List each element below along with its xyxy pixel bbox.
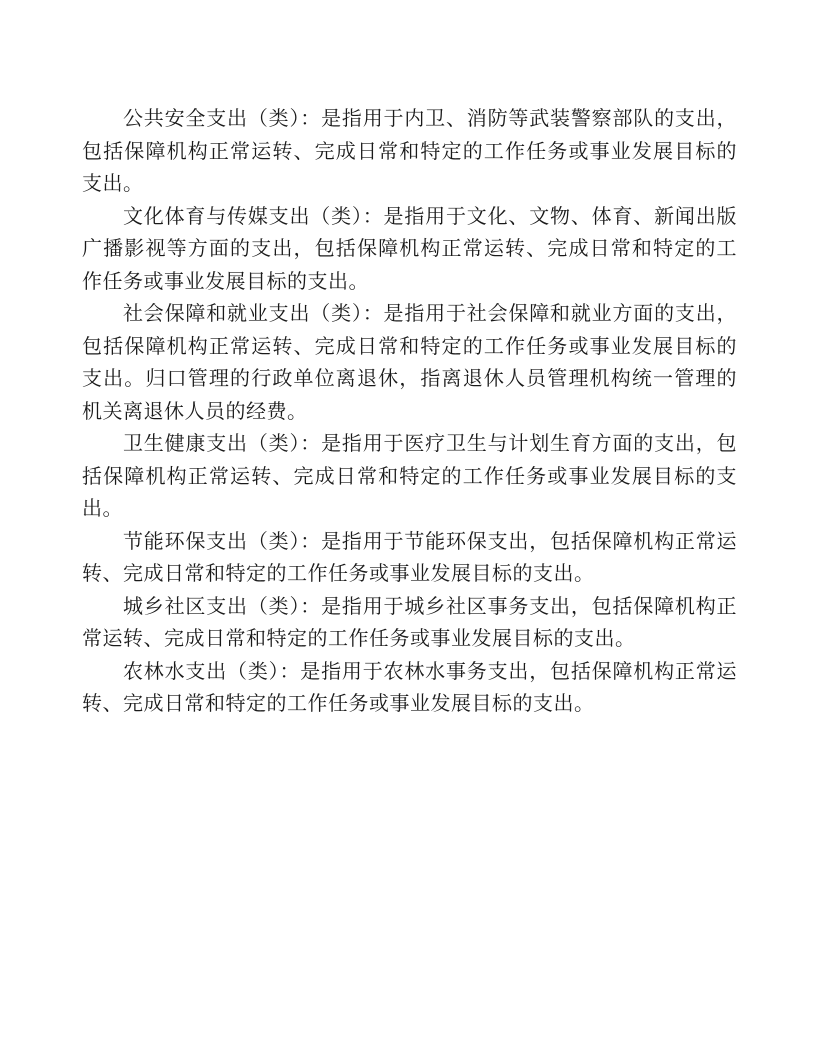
paragraph-agriculture-forestry-water: 农林水支出（类）：是指用于农林水事务支出，包括保障机构正常运转、完成日常和特定的工作任务或事业发展目标的支出。 xyxy=(82,658,737,715)
document-body xyxy=(82,102,737,720)
paragraph-energy-environment: 节能环保支出（类）：是指用于节能环保支出，包括保障机构正常运转、完成日常和特定的工作任务或事业发展目标的支出。 xyxy=(82,528,737,585)
paragraph-culture-sports-media: 文化体育与传媒支出（类）：是指用于文化、文物、体育、新闻出版广播影视等方面的支出，包括保障机构正常运转、完成日常和特定的工作任务或事业发展目标的支出。 xyxy=(82,203,737,293)
paragraph-social-security-employment: 社会保障和就业支出（类）：是指用于社会保障和就业方面的支出，包括保障机构正常运转、完成日常和特定的工作任务或事业发展目标的支出。归口管理的行政单位离退休，指离退休人员管理机构统一管理的机关离退休人员的经费。 xyxy=(82,301,737,423)
paragraph-urban-rural-community: 城乡社区支出（类）：是指用于城乡社区事务支出，包括保障机构正常运转、完成日常和特定的工作任务或事业发展目标的支出。 xyxy=(82,593,737,650)
paragraph-public-security: 公共安全支出（类）：是指用于内卫、消防等武装警察部队的支出，包括保障机构正常运转、完成日常和特定的工作任务或事业发展目标的支出。 xyxy=(82,106,737,195)
paragraph-health: 卫生健康支出（类）：是指用于医疗卫生与计划生育方面的支出，包括保障机构正常运转、完成日常和特定的工作任务或事业发展目标的支出。 xyxy=(82,431,737,520)
